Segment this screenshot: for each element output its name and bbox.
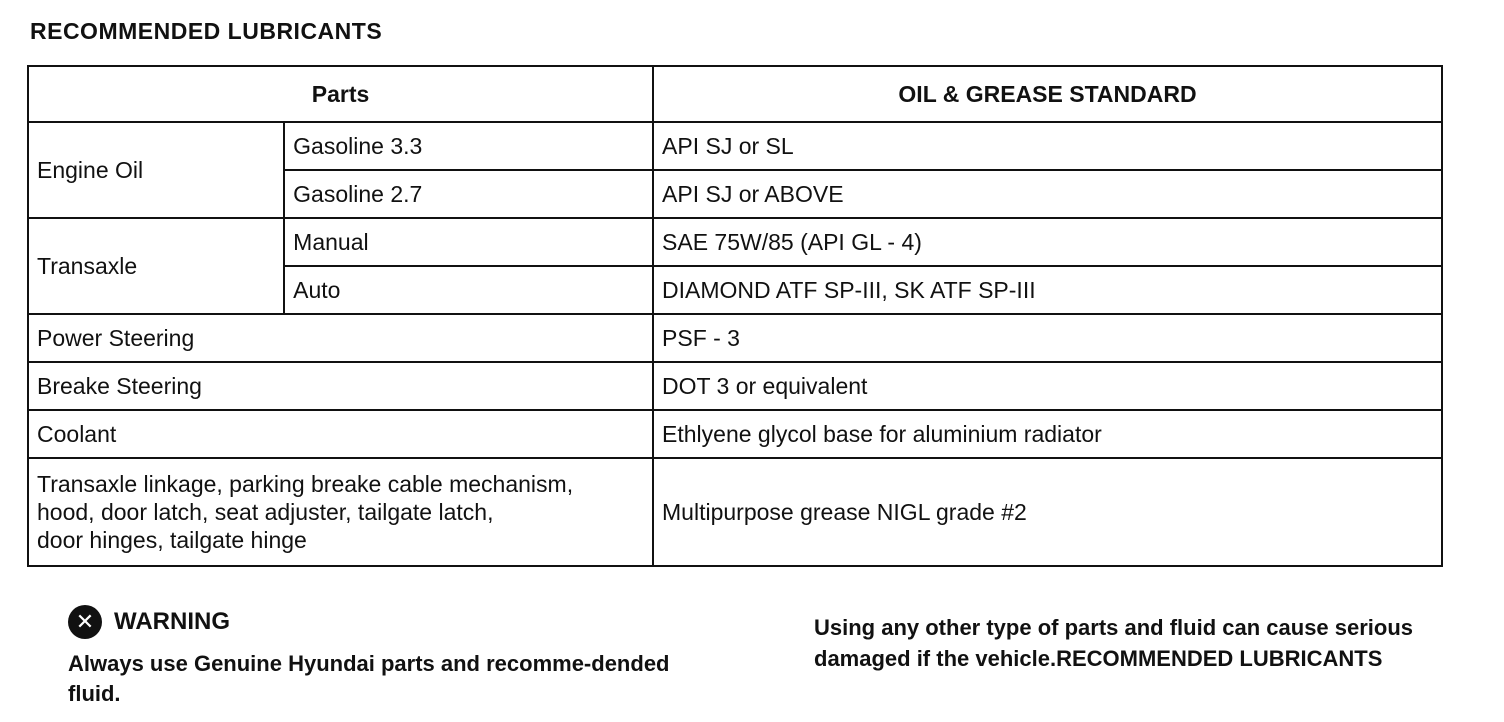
header-standard: OIL & GREASE STANDARD <box>653 66 1442 122</box>
auto-standard: DIAMOND ATF SP-III, SK ATF SP-III <box>653 266 1442 314</box>
breake-steering-standard: DOT 3 or equivalent <box>653 362 1442 410</box>
table-row <box>28 314 1442 362</box>
caution-note: Using any other type of parts and fluid can cause serious damaged if the vehicle.RECOMMENDED LUBRICANTS <box>814 615 1414 671</box>
linkage-standard: Multipurpose grease NIGL grade #2 <box>653 458 1442 566</box>
manual-standard: SAE 75W/85 (API GL - 4) <box>653 218 1442 266</box>
auto-cell: Auto <box>284 266 653 314</box>
header-parts: Parts <box>28 66 653 122</box>
warning-block <box>68 605 748 709</box>
x-circle-icon: ✕ <box>68 605 102 639</box>
table-row <box>28 410 1442 458</box>
table-row <box>28 458 1442 566</box>
table-row <box>28 122 1442 170</box>
warning-text: Always use Genuine Hyundai parts and recomme-dended fluid. <box>68 651 670 706</box>
table-row <box>28 362 1442 410</box>
lubricants-table <box>27 65 1443 567</box>
engine-oil-cell: Engine Oil <box>28 122 284 218</box>
coolant-standard: Ethlyene glycol base for aluminium radiator <box>653 410 1442 458</box>
page-title: RECOMMENDED LUBRICANTS <box>30 18 383 44</box>
gasoline-33-standard: API SJ or SL <box>653 122 1442 170</box>
warning-heading <box>68 605 748 639</box>
manual-cell: Manual <box>284 218 653 266</box>
power-steering-cell: Power Steering <box>28 314 653 362</box>
linkage-line-3: door hinges, tailgate hinge <box>37 527 307 553</box>
table-row <box>28 218 1442 266</box>
power-steering-standard: PSF - 3 <box>653 314 1442 362</box>
gasoline-33-cell: Gasoline 3.3 <box>284 122 653 170</box>
breake-steering-cell: Breake Steering <box>28 362 653 410</box>
linkage-line-2: hood, door latch, seat adjuster, tailgate latch, <box>37 499 494 525</box>
warning-label: WARNING <box>114 608 230 635</box>
coolant-cell: Coolant <box>28 410 653 458</box>
table-header-row <box>28 66 1442 122</box>
gasoline-27-cell: Gasoline 2.7 <box>284 170 653 218</box>
linkage-line-1: Transaxle linkage, parking breake cable mechanism, <box>37 471 574 497</box>
linkage-cell <box>28 458 653 566</box>
gasoline-27-standard: API SJ or ABOVE <box>653 170 1442 218</box>
transaxle-cell: Transaxle <box>28 218 284 314</box>
